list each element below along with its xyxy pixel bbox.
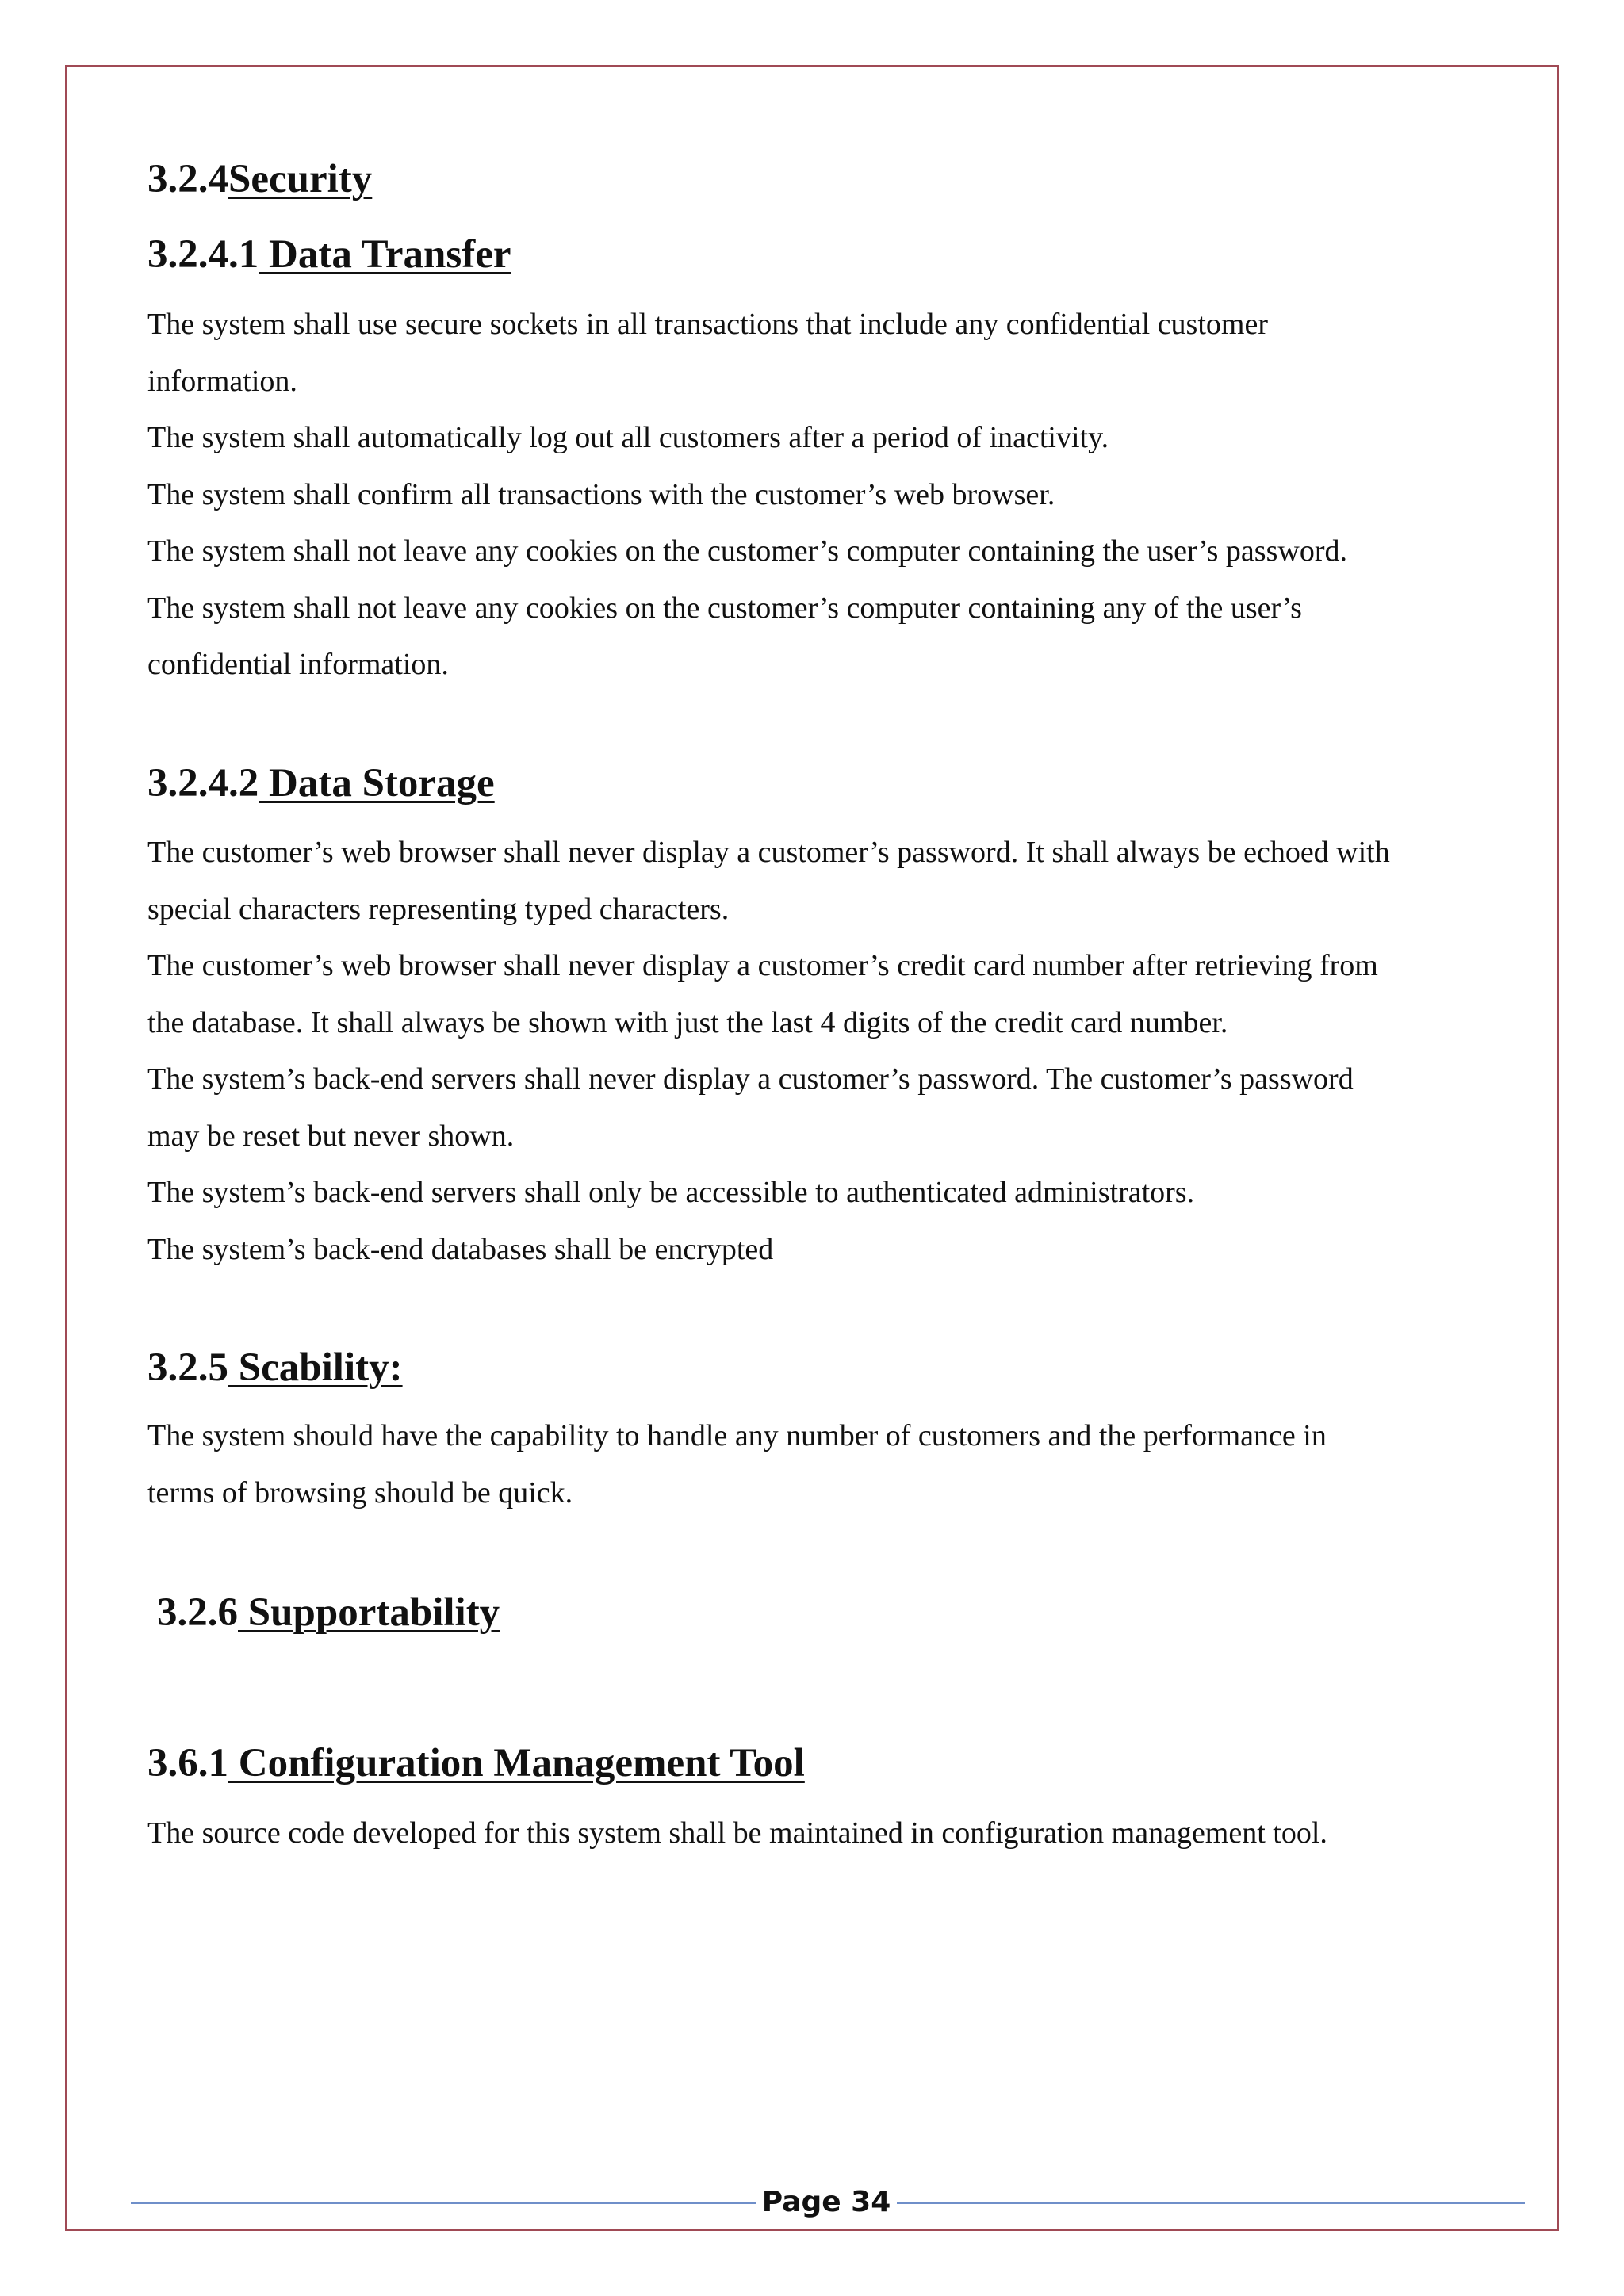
page-footer: [131, 2183, 1525, 2230]
footer-rule-right: [897, 2202, 1525, 2204]
text-line: The system’s back-end servers shall never display a customer’s password. The customer’s password: [147, 1062, 1354, 1096]
scability-paragraph: [147, 1408, 1527, 1521]
text-line: special characters representing typed characters.: [147, 892, 730, 926]
heading-scability-number: 3.2.5: [147, 1345, 228, 1390]
text-line: information.: [147, 364, 297, 398]
heading-data-storage-title: Data Storage: [259, 761, 495, 806]
text-line: The customer’s web browser shall never display a customer’s password. It shall always be echoed with: [147, 836, 1390, 869]
heading-config-tool: [147, 1739, 805, 1787]
page-number: Page 34: [761, 2186, 891, 2218]
heading-data-storage: [147, 760, 495, 807]
text-line: The system shall not leave any cookies on the customer’s computer containing any of the user’s: [147, 591, 1302, 625]
text-line: The system should have the capability to handle any number of customers and the performance in: [147, 1419, 1327, 1452]
heading-security-number: 3.2.4: [147, 157, 228, 201]
text-line: The source code developed for this system shall be maintained in configuration management tool.: [147, 1816, 1327, 1850]
heading-supportability: [157, 1589, 500, 1636]
text-line: The system’s back-end servers shall only be accessible to authenticated administrators.: [147, 1176, 1195, 1209]
heading-security: [147, 155, 372, 203]
heading-data-transfer-title: Data Transfer: [259, 232, 511, 277]
heading-supportability-number: 3.2.6: [157, 1590, 238, 1635]
text-line: The system shall not leave any cookies on the customer’s computer containing the user’s password.: [147, 534, 1347, 568]
data-storage-paragraph: [147, 825, 1527, 1278]
text-line: terms of browsing should be quick.: [147, 1475, 573, 1510]
text-line: may be reset but never shown.: [147, 1119, 515, 1153]
heading-data-transfer: [147, 231, 511, 278]
text-line: confidential information.: [147, 648, 449, 681]
heading-data-transfer-number: 3.2.4.1: [147, 232, 259, 277]
heading-security-title: Security: [228, 157, 373, 201]
data-transfer-paragraph: [147, 297, 1527, 694]
text-line: The system shall confirm all transactions with the customer’s web browser.: [147, 477, 1055, 511]
heading-data-storage-number: 3.2.4.2: [147, 761, 259, 806]
heading-config-tool-title: Configuration Management Tool: [228, 1741, 805, 1785]
heading-scability: [147, 1344, 403, 1391]
config-tool-paragraph: [147, 1805, 1527, 1862]
text-line: the database. It shall always be shown with just the last 4 digits of the credit card number.: [147, 1005, 1228, 1039]
heading-config-tool-number: 3.6.1: [147, 1741, 228, 1785]
text-line: The system shall automatically log out all customers after a period of inactivity.: [147, 421, 1109, 454]
text-line: The customer’s web browser shall never display a customer’s credit card number after retrieving from: [147, 949, 1378, 982]
heading-supportability-title: Supportability: [238, 1590, 500, 1635]
footer-rule-left: [131, 2202, 756, 2204]
heading-scability-title: Scability:: [228, 1345, 403, 1390]
text-line: The system shall use secure sockets in all transactions that include any confidential customer: [147, 308, 1268, 341]
text-line: The system’s back-end databases shall be encrypted: [147, 1232, 774, 1266]
